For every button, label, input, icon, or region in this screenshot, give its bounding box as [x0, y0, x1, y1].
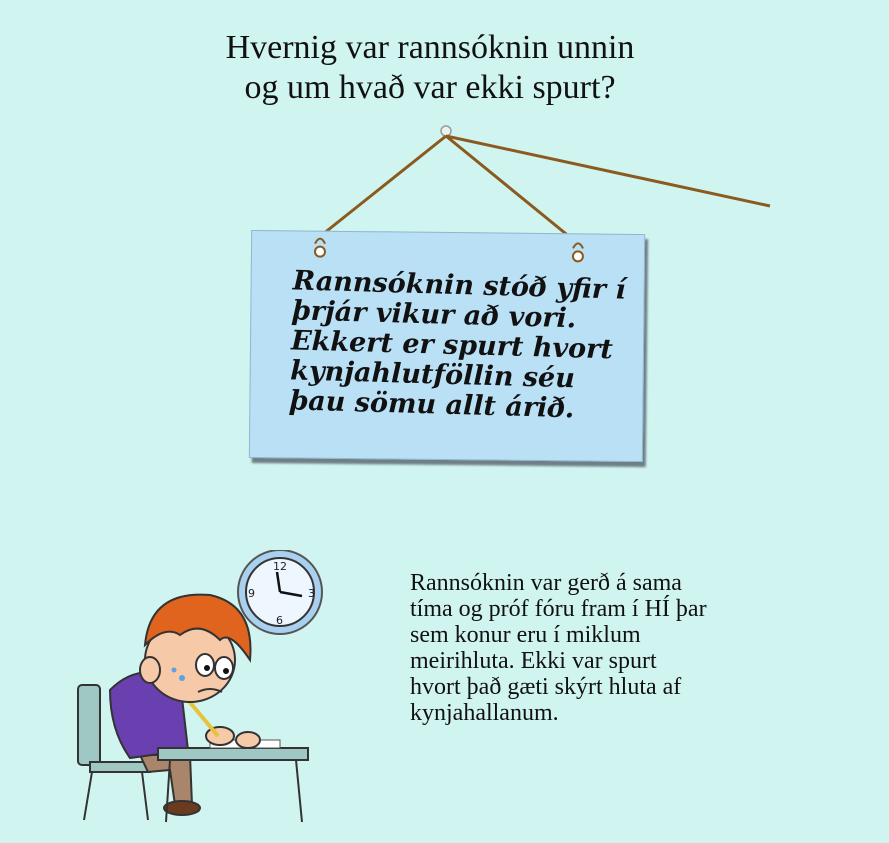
explanation-line: hvort það gæti skýrt hluta af: [410, 674, 682, 700]
svg-text:3: 3: [308, 587, 315, 600]
sign-line: kynjahlutföllin séu: [289, 355, 576, 395]
explanation-line: meirihluta. Ekki var spurt: [410, 648, 657, 674]
explanation-line: kynjahallanum.: [410, 700, 559, 726]
sign-line: þau sömu allt árið.: [288, 385, 575, 425]
title-line-1: Hvernig var rannsóknin unnin: [225, 29, 635, 66]
svg-text:6: 6: [276, 614, 283, 627]
explanation-line: tíma og próf fóru fram í HÍ þar: [410, 596, 707, 622]
clock-icon: [238, 550, 322, 634]
sign-line: Ekkert er spurt hvort: [290, 325, 614, 366]
explanation-line: Rannsóknin var gerð á sama: [410, 570, 682, 596]
explanation-text: [410, 570, 810, 726]
explanation-line: sem konur eru í miklum: [410, 622, 641, 648]
sign-line: þrjár vikur að vori.: [291, 295, 577, 335]
clock-number: 12: [273, 560, 287, 573]
svg-text:9: 9: [248, 587, 255, 600]
title-line-2: og um hvað var ekki spurt?: [244, 69, 616, 106]
hanging-sign: [249, 230, 645, 462]
sign-text: [289, 266, 633, 425]
nail-icon: [441, 126, 451, 136]
sign-line: Rannsóknin stóð yfir í: [292, 265, 627, 306]
student-at-desk-icon: [70, 550, 330, 830]
